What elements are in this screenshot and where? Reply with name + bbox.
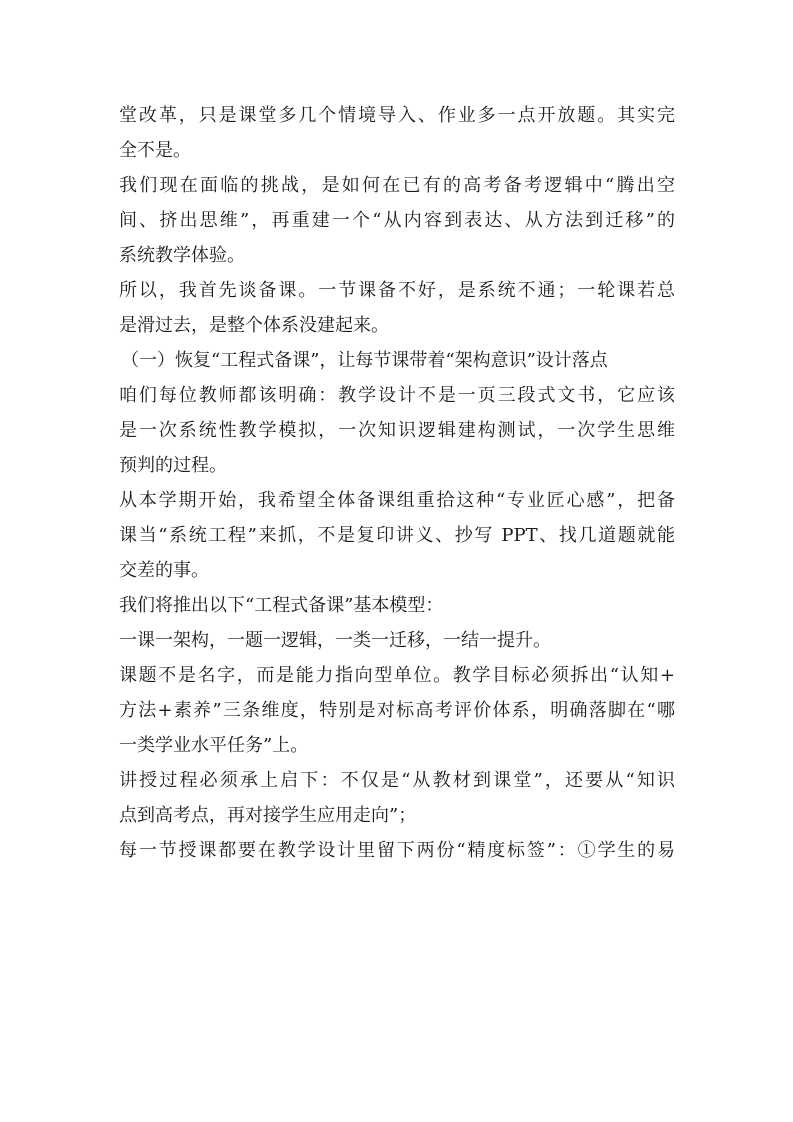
text-line: 咱们每位教师都该明确：教学设计不是一页三段式文书，它应该 <box>119 385 675 406</box>
body-text <box>0 98 793 868</box>
text-line: 每一节授课都要在教学设计里留下两份“精度标签”：①学生的易 <box>119 840 675 861</box>
text-line: 讲授过程必须承上启下：不仅是“从教材到课堂”，还要从“知识 <box>119 770 675 791</box>
text-line: 是一次系统性教学模拟，一次知识逻辑建构测试，一次学生思维 <box>119 420 675 441</box>
text-line: 所以，我首先谈备课。一节课备不好，是系统不通；一轮课若总 <box>119 280 675 301</box>
text-line: 方法+素养”三条维度，特别是对标高考评价体系，明确落脚在“哪 <box>119 700 675 721</box>
text-line: 一类学业水平任务”上。 <box>119 735 309 756</box>
text-line: 堂改革，只是课堂多几个情境导入、作业多一点开放题。其实完 <box>119 105 675 126</box>
text-line: 我们将推出以下“工程式备课”基本模型： <box>119 595 444 616</box>
text-line: 一课一架构，一题一逻辑，一类一迁移，一结一提升。 <box>119 630 551 651</box>
text-line: 从本学期开始，我希望全体备课组重拾这种“专业匠心感”，把备 <box>119 490 675 511</box>
text-line: 课题不是名字，而是能力指向型单位。教学目标必须拆出“认知+ <box>119 665 675 686</box>
text-line: 系统教学体验。 <box>119 245 245 266</box>
text-line: 我们现在面临的挑战，是如何在已有的高考备考逻辑中“腾出空 <box>119 175 675 196</box>
text-line: 课当“系统工程”来抓，不是复印讲义、抄写 PPT、找几道题就能 <box>119 525 675 546</box>
section-heading: （一）恢复“工程式备课”，让每节课带着“架构意识”设计落点 <box>121 350 608 371</box>
text-line: 全不是。 <box>119 140 191 161</box>
text-line: 是滑过去，是整个体系没建起来。 <box>119 315 389 336</box>
text-line: 间、挤出思维”，再重建一个“从内容到表达、从方法到迁移”的 <box>119 210 675 231</box>
text-line: 点到高考点，再对接学生应用走向”； <box>119 805 417 826</box>
text-line: 交差的事。 <box>119 560 209 581</box>
text-line: 预判的过程。 <box>119 455 227 476</box>
